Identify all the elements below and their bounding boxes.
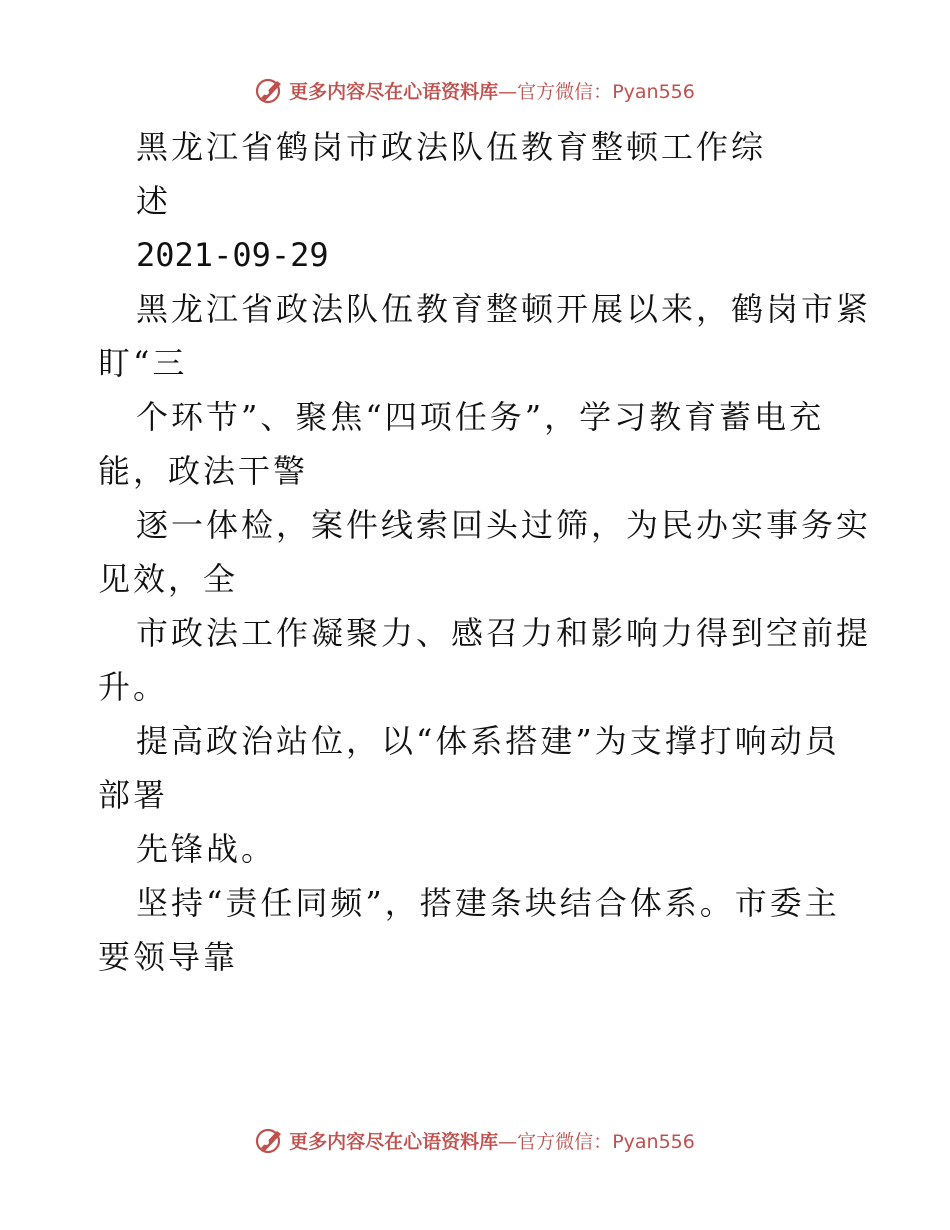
watermark-wechat-label: 官方微信： <box>517 80 613 103</box>
paragraph-line: 黑龙江省政法队伍教育整顿开展以来，鹤岗市紧 <box>136 290 872 328</box>
watermark-separator: — <box>498 1130 518 1153</box>
document-body <box>98 120 872 984</box>
watermark-wechat-id: Pyan556 <box>612 80 695 103</box>
document-title-line: 黑龙江省鹤岗市政法队伍教育整顿工作综 <box>136 128 767 166</box>
watermark-wechat-id: Pyan556 <box>612 1130 695 1153</box>
paragraph-line: 要领导靠 <box>98 938 239 976</box>
header-watermark <box>0 70 950 110</box>
paragraph-line: 见效，全 <box>98 560 239 598</box>
paragraph-line: 提高政治站位，以“体系搭建”为支撑打响动员 <box>136 722 840 760</box>
paragraph-line: 逐一体检，案件线索回头过筛，为民办实事务实 <box>136 506 872 544</box>
watermark-brand: 更多内容尽在心语资料库 <box>289 80 499 103</box>
paragraph-line: 先锋战。 <box>136 830 277 868</box>
paragraph-line: 部署 <box>98 776 169 814</box>
paragraph-line: 市政法工作凝聚力、感召力和影响力得到空前提 <box>136 614 872 652</box>
watermark-separator: — <box>498 80 518 103</box>
pen-logo-icon <box>255 75 285 105</box>
paragraph-line: 坚持“责任同频”，搭建条块结合体系。市委主 <box>136 884 840 922</box>
pen-logo-icon <box>255 1125 285 1155</box>
watermark-wechat-label: 官方微信： <box>517 1130 613 1153</box>
watermark-brand: 更多内容尽在心语资料库 <box>289 1130 499 1153</box>
document-date: 2021-09-29 <box>136 236 329 274</box>
paragraph-line: 盯“三 <box>98 344 188 382</box>
paragraph-line: 能，政法干警 <box>98 452 309 490</box>
document-title-line: 述 <box>136 182 172 220</box>
paragraph-line: 升。 <box>98 668 169 706</box>
paragraph-line: 个环节”、聚焦“四项任务”，学习教育蓄电充 <box>136 398 825 436</box>
footer-watermark <box>0 1120 950 1160</box>
